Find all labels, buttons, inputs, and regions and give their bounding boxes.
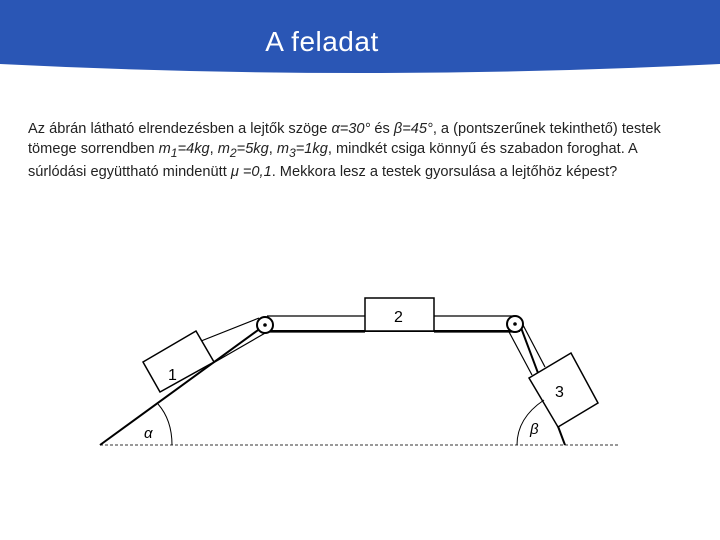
beta-equation: β=45° (393, 121, 433, 137)
mass-2-subscript: 2 (229, 145, 237, 160)
separator-2: , (268, 140, 277, 157)
problem-text-5: . Mekkora lesz a testek gyorsulása a lejtőhöz képest? (271, 163, 618, 180)
block-2 (365, 298, 434, 331)
mu-value: =0,1 (238, 163, 272, 180)
block-1-label: 1 (168, 367, 177, 384)
mass-2-value: =5kg (236, 140, 269, 157)
alpha-arc (158, 404, 172, 445)
block-3-label: 3 (555, 384, 564, 401)
block-3 (529, 353, 598, 427)
problem-text-1: Az ábrán látható elrendezésben a lejtők szöge (28, 121, 332, 137)
alpha-equation: α=30° (331, 121, 371, 137)
pulley-left (257, 317, 273, 333)
mass-1-value: =4kg (177, 140, 210, 157)
problem-text-3: , a (pontszerűnek tekinthető) testek tömege sorrendben (28, 121, 661, 157)
problem-text-4: , mindkét csiga könnyű és szabadon foroghat. A súrlódási együttható mindenütt (28, 140, 637, 180)
mass-2-symbol: m (217, 140, 230, 157)
mass-3-symbol: m (276, 140, 290, 157)
pulley-right (507, 316, 523, 332)
separator-1: , (209, 140, 218, 157)
alpha-label: α (144, 425, 153, 442)
beta-label: β (530, 421, 539, 438)
slide-title: A feladat (265, 26, 379, 57)
mass-3-subscript: 3 (289, 145, 296, 160)
mass-1-subscript: 1 (170, 145, 178, 160)
problem-text-2: és (370, 121, 394, 137)
mass-3-value: =1kg (295, 140, 328, 157)
mu-symbol: μ (230, 163, 239, 180)
block-2-label: 2 (394, 309, 403, 326)
mass-1-symbol: m (158, 140, 171, 157)
